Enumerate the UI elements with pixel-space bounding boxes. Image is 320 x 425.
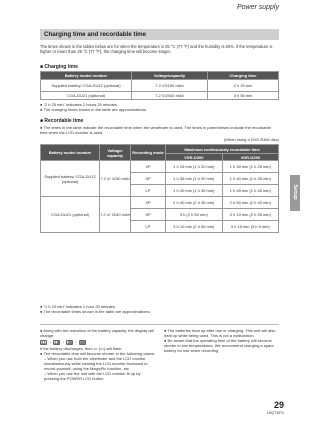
battery-mid-icon: ▮▮▯ [53,340,60,344]
battery-empty-icon: ▯▯▯ [79,340,85,344]
rec-voltage-cell: 7.2 V/ 1150 mAh [100,161,131,197]
rec-time-cell: 2 h 40 min (2 h 35 min) [166,197,223,209]
rec-time-cell: 1 h 35 min (1 h 30 min) [166,173,223,185]
rec-header-max-time: Maximum continuously recordable time [166,145,279,154]
rec-voltage-cell: 7.2 V/ 2040 mAh [100,197,131,233]
recordable-note: ● The recordable times shown in the table are approximations. [40,309,151,314]
shorter-time-case: – When you use both the viewfinder and the LCD monitor simultaneously while rotating the LCD monitor frontward to record yourself, using the MagicPix function, etc. [44,356,148,371]
table-row [41,161,279,173]
battery-display-note: ● Along with the reduction of the battery capacity, the display will change: [40,328,154,338]
battery-icon-row: ▮▮▮ → ▮▮▯ → ▮▯▯ → ▯▯▯ [41,340,85,344]
rec-time-cell: 2 h 50 min (2 h 40 min) [222,197,279,209]
recordable-description: ● The times in the table indicate the recordable time when the viewfinder is used. The times in parentheses indicate the recordable time when the LCD monitor is used. [40,125,271,135]
charging-cell: 7.2 V/2040 mAh [132,92,208,100]
rec-mode-cell: SP [131,173,166,185]
heat-note: ● The batteries heat up after use or charging. This unit will also heat up while being used. This is not a malfunction. [164,328,276,338]
rec-mode-cell: XP [131,197,166,209]
charging-cell: Supplied battery/ CGA-DU12 (optional) [41,80,132,92]
page-number: 29 [273,400,284,410]
charging-time-table [40,71,279,100]
table-row [41,197,279,209]
intro-paragraph: The times shown in the tables below are for when the temperature is 25 °C (77 °F) and the humidity is 60%. If the temperature is higher or lower than 25 °C (77 °F), the charging time will become longer. [40,44,273,55]
battery-full-icon: ▮▮▮ [41,340,47,344]
recordable-time-table [40,144,279,233]
rec-header-mode: Recording mode [131,145,166,161]
battery-low-icon: ▮▯▯ [66,340,73,344]
section-title: Power supply [236,4,279,11]
disc-type-note: (When using a DVD-RAM disc) [223,137,279,142]
rec-battery-cell: CGA-DU21 (optional) [41,197,100,233]
rec-time-cell: 1 h 45 min (1 h 40 min) [222,185,279,197]
rec-mode-cell: LP [131,221,166,233]
shorter-time-note: ● The recordable time will become shorter in the following cases: [40,351,155,356]
charging-note: ● “2 h 25 min” indicates 2 hours 25 minutes. [40,102,119,107]
recordable-time-subtitle: ■ Recordable time [40,118,84,124]
charging-cell: 2 h 25 min [208,80,279,92]
rec-mode-cell: LP [131,185,166,197]
side-tab-setup [290,175,300,211]
charging-header-time: Charging time [208,72,279,80]
charging-note: ● The charging times shown in the table are approximations. [40,107,148,112]
rec-time-cell: 3 h 10 min (2 h 55 min) [222,209,279,221]
rec-time-cell: 1 h 40 min (1 h 35 min) [166,185,223,197]
charging-cell: 7.2 V/1150 mAh [132,80,208,92]
table-row [41,80,279,92]
charging-header-model: Battery model number [41,72,132,80]
charging-cell: CGA-DU21 (optional) [41,92,132,100]
low-temperature-note: ● Be aware that the operating time of the battery will become shorter in low temperatures. We recommend charging a spare battery for use when recording. [164,338,274,353]
rec-mode-cell: SP [131,209,166,221]
rec-time-cell: 1 h 40 min (1 h 35 min) [222,173,279,185]
rec-header-voltage: Voltage/ capacity [100,145,131,161]
table-row [41,92,279,100]
recordable-notes [40,304,279,314]
bottom-right-notes [164,328,279,353]
rec-time-cell: 3 h 10 min (2 h 55 min) [166,221,223,233]
side-tab-label: Setup [292,184,298,200]
charging-header-voltage: Voltage/capacity [132,72,208,80]
shorter-time-case: – When you use the unit with the LCD monitor lit up by pressing the POWER LCD button. [44,371,141,381]
divider [40,324,279,325]
page-code: LSQT1071 [267,411,284,415]
rec-time-cell: 1 h 30 min (1 h 25 min) [222,161,279,173]
charging-notes [40,102,279,112]
recordable-note: ● “1 h 25 min” indicates 1 hour 25 minutes. [40,304,117,309]
battery-flash-note: If the battery discharges, then ▭ (▭) will flash. [40,346,123,351]
section-heading: Charging time and recordable time [40,29,279,40]
rec-time-cell: 1 h 25 min (1 h 20 min) [166,161,223,173]
charging-time-subtitle: ■ Charging time [40,64,79,70]
bottom-left-notes [40,328,155,381]
rec-time-cell: 3 h 15 min (3 h 5 min) [222,221,279,233]
charging-cell: 3 h 55 min [208,92,279,100]
rec-battery-cell: Supplied battery/ CGA-DU12 (optional) [41,161,100,197]
rec-header-vdr-d300: VDR-D300 [166,154,223,161]
rec-header-vdr-d250: VDR-D250 [222,154,279,161]
rec-time-cell: 3 h (2 h 50 min) [166,209,223,221]
rec-mode-cell: XP [131,161,166,173]
rec-header-battery: Battery model number [41,145,100,161]
